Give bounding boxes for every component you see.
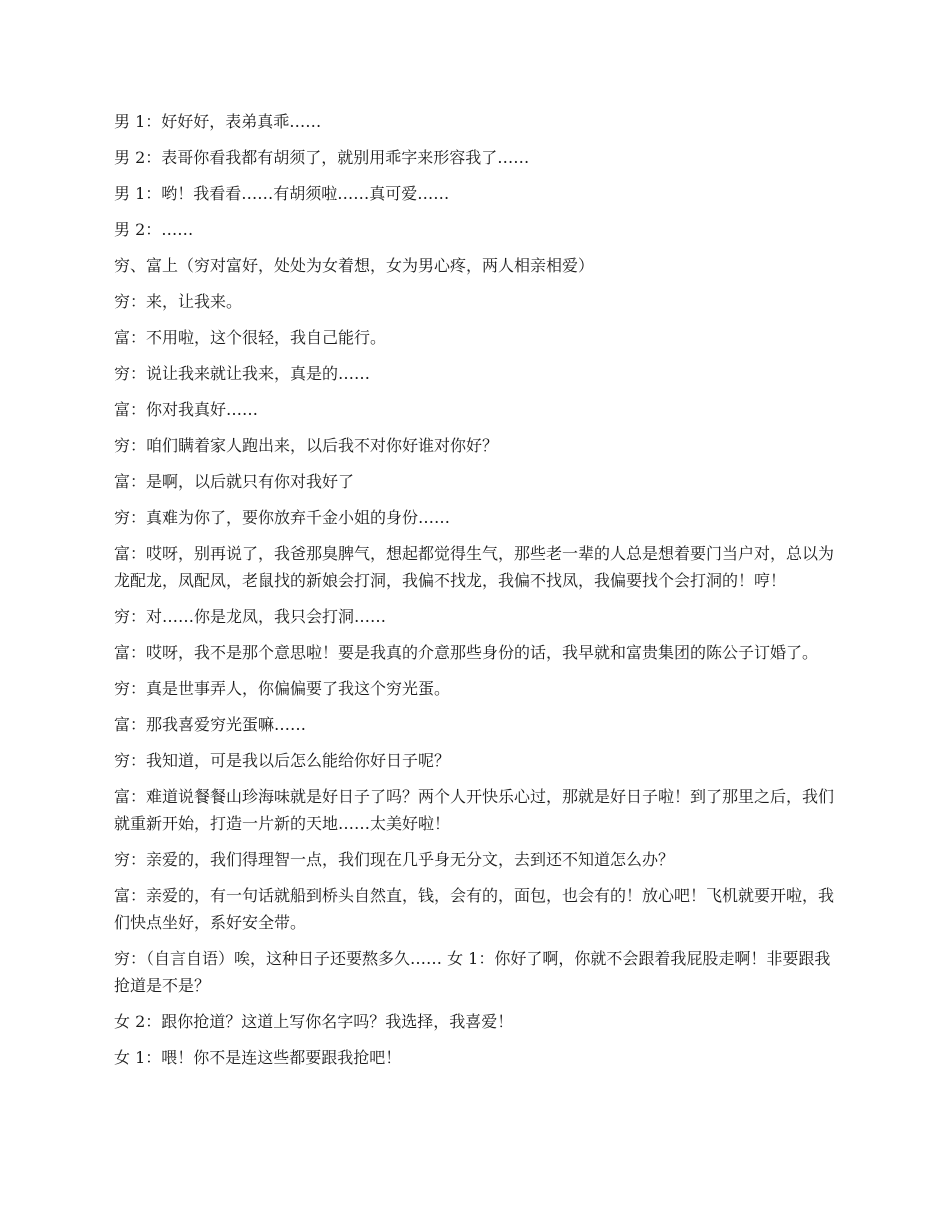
paragraph: 富：你对我真好…… (114, 400, 259, 419)
paragraph: 富：那我喜爱穷光蛋嘛…… (114, 715, 307, 734)
paragraph: 男 2：表哥你看我都有胡须了，就别用乖字来形容我了…… (114, 148, 530, 167)
paragraph: 穷：说让我来就让我来，真是的…… (114, 364, 371, 383)
paragraph: 富：哎呀，我不是那个意思啦！要是我真的介意那些身份的话，我早就和富贵集团的陈公子订婚了。 (114, 643, 819, 662)
paragraph: 女 1：喂！你不是连这些都要跟我抢吧！ (114, 1048, 402, 1067)
paragraph: 穷、富上（穷对富好，处处为女着想，女为男心疼，两人相亲相爱） (114, 256, 595, 275)
paragraph: 富：不用啦，这个很轻，我自己能行。 (114, 328, 387, 347)
paragraph: 穷：真难为你了，要你放弃千金小姐的身份…… (114, 508, 451, 527)
paragraph: 穷：我知道，可是我以后怎么能给你好日子呢？ (114, 751, 451, 770)
paragraph: 穷：亲爱的，我们得理智一点，我们现在几乎身无分文，去到还不知道怎么办？ (114, 850, 675, 869)
paragraph: 男 2：…… (114, 220, 194, 239)
paragraph: 穷：咱们瞒着家人跑出来，以后我不对你好谁对你好？ (114, 436, 499, 455)
paragraph: 男 1：好好好，表弟真乖…… (114, 112, 322, 131)
document-body (114, 108, 842, 1080)
paragraph: 穷：来，让我来。 (114, 292, 243, 311)
paragraph: 富：亲爱的，有一句话就船到桥头自然直，钱，会有的，面包，也会有的！放心吧！飞机就要开啦，我们快点坐好，系好安全带。 (114, 886, 835, 932)
paragraph: 穷：对……你是龙凤，我只会打洞…… (114, 607, 387, 626)
paragraph: 穷：真是世事弄人，你偏偏要了我这个穷光蛋。 (114, 679, 451, 698)
paragraph: 富：哎呀，别再说了，我爸那臭脾气，想起都觉得生气，那些老一辈的人总是想着要门当户对，总以为龙配龙，凤配凤，老鼠找的新娘会打洞，我偏不找龙，我偏不找凤，我偏要找个会打洞的！哼！ (114, 544, 835, 590)
paragraph: 男 1：哟！我看看……有胡须啦……真可爱…… (114, 184, 450, 203)
paragraph: 穷：（自言自语）唉，这种日子还要熬多久…… 女 1：你好了啊，你就不会跟着我屁股走啊！非要跟我抢道是不是？ (114, 949, 831, 995)
paragraph: 女 2：跟你抢道？这道上写你名字吗？我选择，我喜爱！ (114, 1012, 514, 1031)
paragraph: 富：是啊，以后就只有你对我好了 (114, 472, 355, 491)
paragraph: 富：难道说餐餐山珍海味就是好日子了吗？两个人开快乐心过，那就是好日子啦！到了那里之后，我们就重新开始，打造一片新的天地……太美好啦！ (114, 787, 835, 833)
